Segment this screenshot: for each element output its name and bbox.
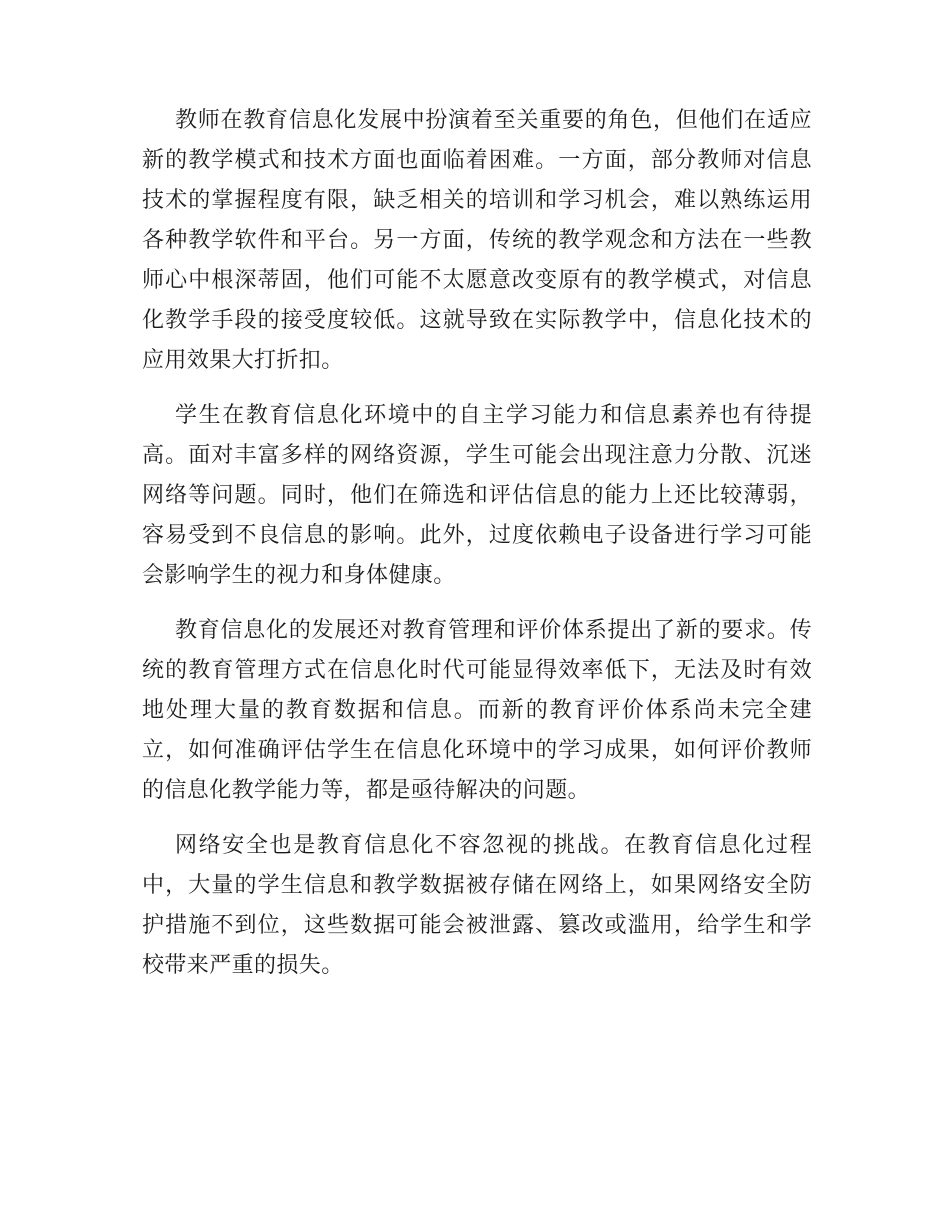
paragraph-management: 教育信息化的发展还对教育管理和评价体系提出了新的要求。传统的教育管理方式在信息化时代可能显得效率低下，无法及时有效地处理大量的教育数据和信息。而新的教育评价体系尚未完全建立，如何准确评估学生在信息化环境中的学习成果，如何评价教师的信息化教学能力等，都是亟待解决的问题。 [142,618,812,803]
paragraph-network-security: 网络安全也是教育信息化不容忽视的挑战。在教育信息化过程中，大量的学生信息和教学数据被存储在网络上，如果网络安全防护措施不到位，这些数据可能会被泄露、篡改或滥用，给学生和学校带来严重的损失。 [142,833,812,978]
document-body [142,101,812,1001]
paragraph-students: 学生在教育信息化环境中的自主学习能力和信息素养也有待提高。面对丰富多样的网络资源，学生可能会出现注意力分散、沉迷网络等问题。同时，他们在筛选和评估信息的能力上还比较薄弱，容易受到不良信息的影响。此外，过度依赖电子设备进行学习可能会影响学生的视力和身体健康。 [142,403,812,588]
paragraph-teachers: 教师在教育信息化发展中扮演着至关重要的角色，但他们在适应新的教学模式和技术方面也面临着困难。一方面，部分教师对信息技术的掌握程度有限，缺乏相关的培训和学习机会，难以熟练运用各种教学软件和平台。另一方面，传统的教学观念和方法在一些教师心中根深蒂固，他们可能不太愿意改变原有的教学模式，对信息化教学手段的接受度较低。这就导致在实际教学中，信息化技术的应用效果大打折扣。 [142,108,812,373]
